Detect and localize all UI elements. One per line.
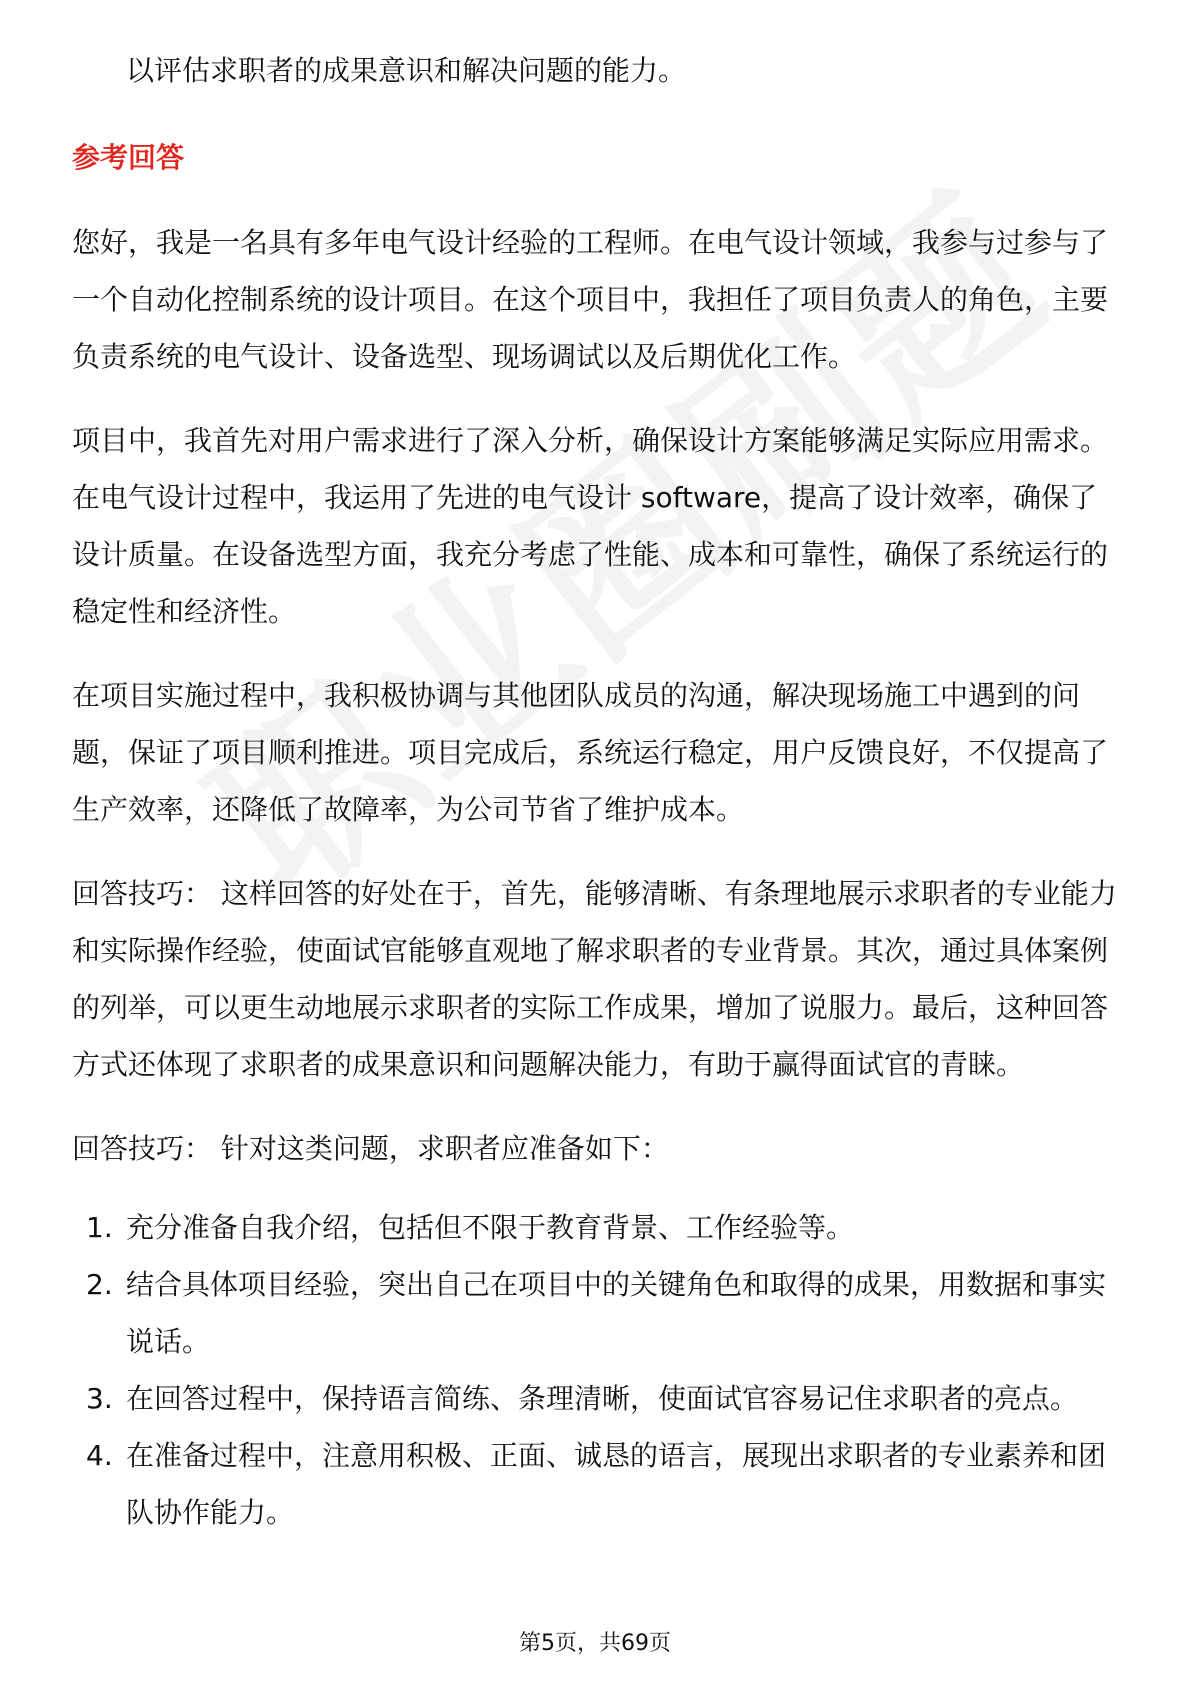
list-item xyxy=(72,1370,1122,1427)
answer-paragraph-1: 您好，我是一名具有多年电气设计经验的工程师。在电气设计领域，我参与过参与了一个自动化控制系统的设计项目。在这个项目中，我担任了项目负责人的角色，主要负责系统的电气设计、设备选型、现场调试以及后期优化工作。 xyxy=(72,226,1109,373)
list-item-text: 在准备过程中，注意用积极、正面、诚恳的语言，展现出求职者的专业素养和团队协作能力。 xyxy=(126,1439,1107,1529)
answer-paragraph-2: 项目中，我首先对用户需求进行了深入分析，确保设计方案能够满足实际应用需求。在电气设计过程中，我运用了先进的电气设计 software，提高了设计效率，确保了设计质量。在设备选型方面，我充分考虑了性能、成本和可靠性，确保了系统运行的稳定性和经济性。 xyxy=(72,424,1109,628)
tips-paragraph: 回答技巧： 这样回答的好处在于，首先，能够清晰、有条理地展示求职者的专业能力和实际操作经验，使面试官能够直观地了解求职者的专业背景。其次，通过具体案例的列举，可以更生动地展示求职者的实际工作成果，增加了说服力。最后，这种回答方式还体现了求职者的成果意识和问题解决能力，有助于赢得面试官的青睐。 xyxy=(72,877,1117,1081)
list-item-text: 结合具体项目经验，突出自己在项目中的关键角色和取得的成果，用数据和事实说话。 xyxy=(126,1268,1107,1358)
list-item-number: 2. xyxy=(86,1268,113,1301)
page-number: 第5页，共69页 xyxy=(519,1631,671,1656)
list-item xyxy=(72,1256,1122,1370)
list-item-text: 充分准备自我介绍，包括但不限于教育背景、工作经验等。 xyxy=(126,1211,855,1244)
section-heading: 参考回答 xyxy=(72,141,185,174)
tips-list xyxy=(72,1199,1122,1541)
tips-intro: 回答技巧： 针对这类问题，求职者应准备如下： xyxy=(72,1132,669,1165)
document-body xyxy=(72,42,1122,1541)
list-item xyxy=(72,1199,1122,1256)
list-item-number: 3. xyxy=(86,1382,113,1415)
list-item xyxy=(72,1427,1122,1541)
list-item-text: 在回答过程中，保持语言简练、条理清晰，使面试官容易记住求职者的亮点。 xyxy=(126,1382,1079,1415)
list-item-number: 1. xyxy=(86,1211,113,1244)
list-item-number: 4. xyxy=(86,1439,113,1472)
answer-paragraph-3: 在项目实施过程中，我积极协调与其他团队成员的沟通，解决现场施工中遇到的问题，保证了项目顺利推进。项目完成后，系统运行稳定，用户反馈良好，不仅提高了生产效率，还降低了故障率，为公司节省了维护成本。 xyxy=(72,679,1109,826)
intro-line: 以评估求职者的成果意识和解决问题的能力。 xyxy=(126,54,687,87)
